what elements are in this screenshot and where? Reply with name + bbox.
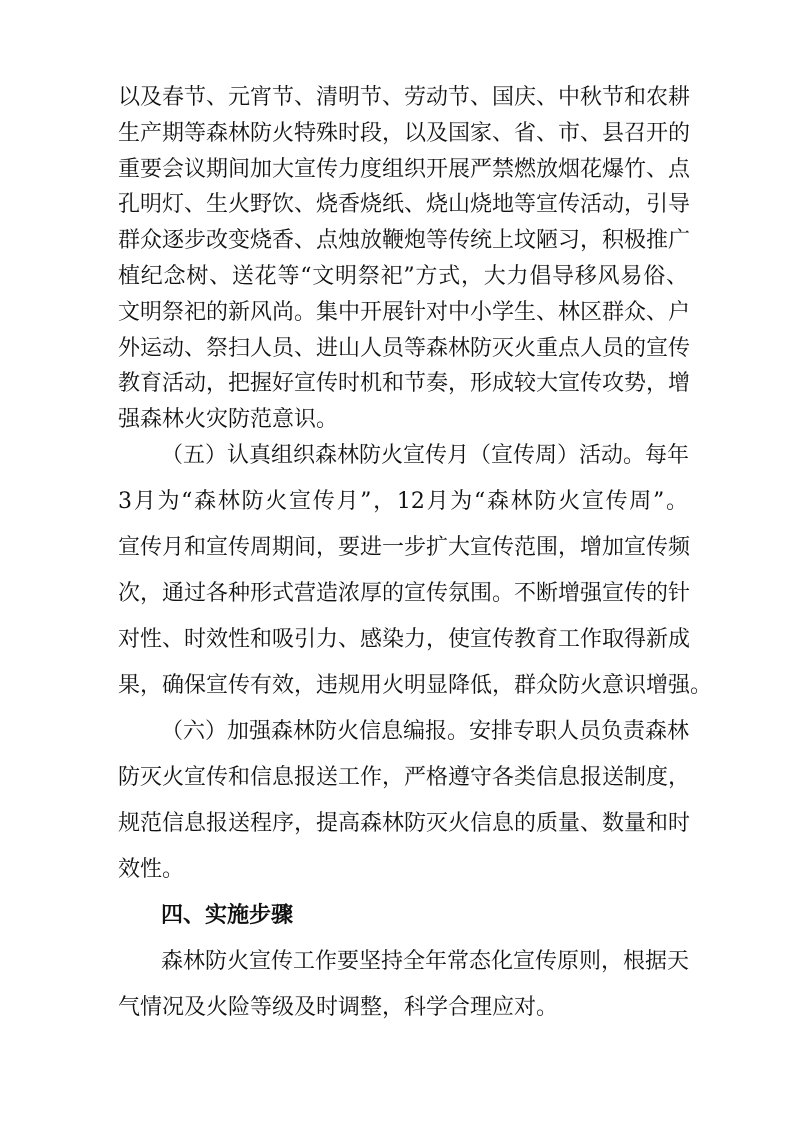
paragraph-2-line-1: （五）认真组织森林防火宣传月（宣传周）活动。每年	[161, 443, 690, 468]
paragraph-4-line-2: 气情况及火险等级及时调整，科学合理应对。	[118, 995, 559, 1020]
paragraph-3-line-2: 防灭火宣传和信息报送工作，严格遵守各类信息报送制度，	[118, 765, 691, 790]
section-heading: 四、实施步骤	[161, 903, 294, 928]
paragraph-1-line-3: 重要会议期间加大宣传力度组织开展严禁燃放烟花爆竹、点	[118, 157, 691, 182]
paragraph-2-line-6: 果，确保宣传有效，违规用火明显降低，群众防火意识增强。	[118, 673, 713, 698]
paragraph-2-line-3: 宣传月和宣传周期间，要进一步扩大宣传范围，增加宣传频	[118, 535, 691, 560]
paragraph-1-line-10: 强森林火灾防范意识。	[118, 407, 339, 432]
paragraph-1-line-8: 外运动、祭扫人员、进山人员等森林防灭火重点人员的宣传	[118, 336, 691, 361]
paragraph-4-line-1: 森林防火宣传工作要坚持全年常态化宣传原则，根据天	[161, 949, 690, 974]
paragraph-1-line-7: 文明祭祀的新风尚。集中开展针对中小学生、林区群众、户	[118, 300, 691, 325]
paragraph-2-line-2: 3月为“森林防火宣传月”，12月为“森林防火宣传周”。	[118, 489, 688, 514]
paragraph-1-line-2: 生产期等森林防火特殊时段，以及国家、省、市、县召开的	[118, 121, 691, 146]
paragraph-1-line-9: 教育活动，把握好宣传时机和节奏，形成较大宣传攻势，增	[118, 371, 691, 396]
paragraph-2-line-5: 对性、时效性和吸引力、感染力，使宣传教育工作取得新成	[118, 627, 691, 652]
paragraph-1-line-4: 孔明灯、生火野饮、烧香烧纸、烧山烧地等宣传活动，引导	[118, 192, 691, 217]
paragraph-1-line-1: 以及春节、元宵节、清明节、劳动节、国庆、中秋节和农耕	[118, 85, 691, 110]
paragraph-1-line-6: 植纪念树、送花等“文明祭祀”方式，大力倡导移风易俗、	[118, 264, 688, 289]
paragraph-2-line-4: 次，通过各种形式营造浓厚的宣传氛围。不断增强宣传的针	[118, 581, 691, 606]
paragraph-3-line-4: 效性。	[118, 857, 185, 882]
paragraph-3-line-1: （六）加强森林防火信息编报。安排专职人员负责森林	[161, 719, 690, 744]
paragraph-3-line-3: 规范信息报送程序，提高森林防灭火信息的质量、数量和时	[118, 811, 691, 836]
paragraph-1-line-5: 群众逐步改变烧香、点烛放鞭炮等传统上坟陋习，积极推广	[118, 228, 691, 253]
